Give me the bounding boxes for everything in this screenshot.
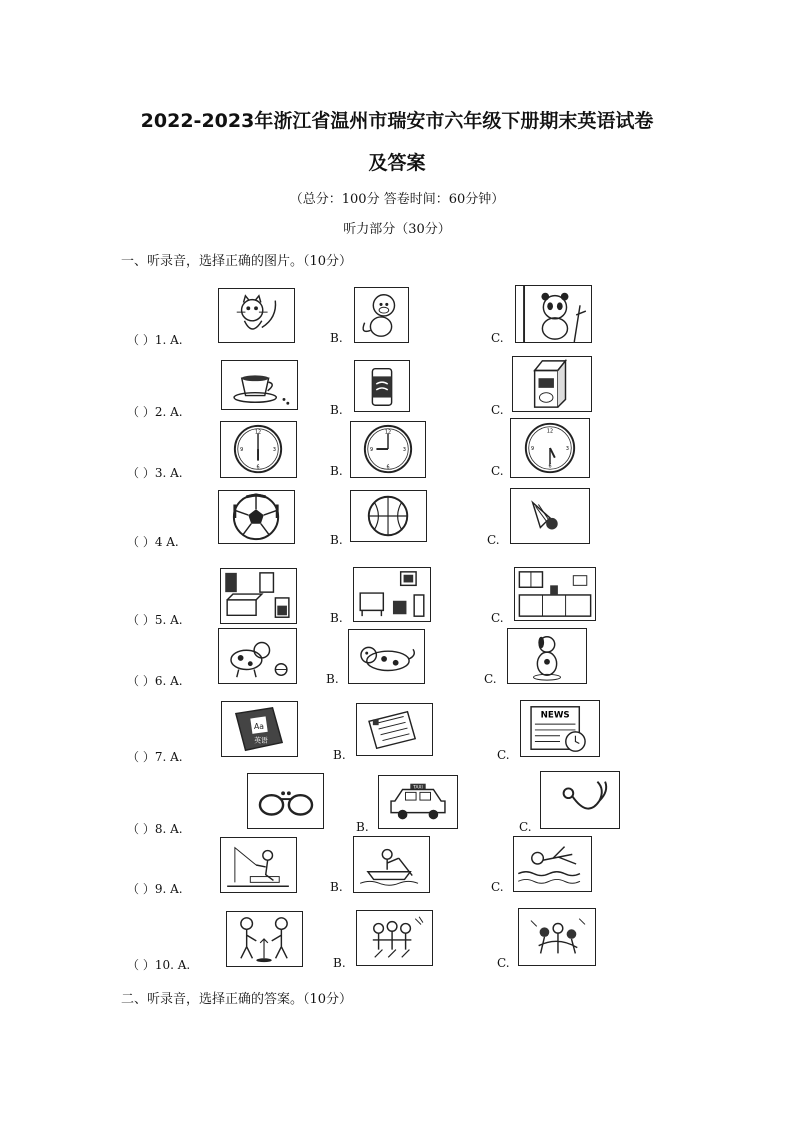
question-8-option-c: C. bbox=[519, 820, 532, 834]
question-8-option-b: B. bbox=[356, 820, 369, 834]
taxi-text: TAXI bbox=[413, 785, 423, 791]
shuttlecock-icon bbox=[510, 488, 590, 544]
svg-text:9: 9 bbox=[240, 447, 244, 453]
monkey-icon bbox=[354, 287, 409, 343]
bedroom-icon bbox=[220, 568, 297, 624]
children-group-icon bbox=[356, 910, 433, 966]
clock-nine-icon bbox=[350, 421, 426, 478]
question-9-option-c: C. bbox=[491, 880, 504, 894]
page-title-line-2: 及答案 bbox=[368, 152, 426, 174]
question-3-option-c: C. bbox=[491, 464, 504, 478]
news-text: NEWS bbox=[540, 710, 570, 721]
boating-icon bbox=[353, 836, 430, 893]
lying-dog-icon bbox=[348, 629, 425, 684]
svg-text:6: 6 bbox=[256, 465, 260, 471]
page-title-line-1: 2022-2023年浙江省温州市瑞安市六年级下册期末英语试卷 bbox=[140, 110, 654, 132]
question-2-option-b: B. bbox=[330, 403, 343, 417]
football-icon bbox=[218, 490, 295, 544]
clock-six-icon bbox=[220, 421, 297, 478]
taxi-icon bbox=[378, 775, 458, 829]
cola-can-icon bbox=[354, 360, 410, 412]
part-label: 听力部分（30分） bbox=[343, 222, 451, 237]
newspaper-icon bbox=[356, 703, 433, 756]
question-5-label: （ ）5. A. bbox=[127, 613, 183, 627]
svg-text:12: 12 bbox=[384, 430, 392, 436]
svg-text:3: 3 bbox=[402, 447, 406, 453]
fishing-icon bbox=[220, 837, 297, 893]
swimming-icon bbox=[513, 836, 592, 892]
sitting-dog-icon bbox=[507, 628, 587, 684]
question-8-label: （ ）8. A. bbox=[127, 822, 183, 836]
svg-text:9: 9 bbox=[531, 446, 535, 452]
dictionary-icon bbox=[221, 701, 298, 757]
section-2-heading: 二、听录音，选择正确的答案。（10分） bbox=[121, 992, 353, 1007]
svg-text:6: 6 bbox=[548, 464, 552, 470]
question-10-option-b: B. bbox=[333, 956, 346, 970]
question-4-option-b: B. bbox=[330, 533, 343, 547]
milk-carton-icon bbox=[512, 356, 592, 412]
svg-text:12: 12 bbox=[546, 429, 554, 435]
question-3-option-b: B. bbox=[330, 464, 343, 478]
question-6-label: （ ）6. A. bbox=[127, 674, 183, 688]
question-3-label: （ ）3. A. bbox=[127, 466, 183, 480]
cat-icon bbox=[218, 288, 295, 343]
question-1-label: （ ）1. A. bbox=[127, 333, 183, 347]
living-room-icon bbox=[353, 567, 431, 622]
exam-info: （总分：100分 答卷时间：60分钟） bbox=[289, 192, 505, 207]
question-2-label: （ ）2. A. bbox=[127, 405, 183, 419]
question-1-option-c: C. bbox=[491, 331, 504, 345]
question-9-option-b: B. bbox=[330, 880, 343, 894]
kitchen-icon bbox=[514, 567, 596, 621]
question-6-option-b: B. bbox=[326, 672, 339, 686]
question-5-option-b: B. bbox=[330, 611, 343, 625]
svg-text:6: 6 bbox=[386, 465, 390, 471]
dog-with-ball-icon bbox=[218, 628, 297, 684]
question-10-label: （ ）10. A. bbox=[127, 958, 191, 972]
coffee-cup-icon bbox=[221, 360, 298, 410]
dictionary-text: 英语 bbox=[254, 736, 268, 745]
question-4-option-c: C. bbox=[487, 533, 500, 547]
question-7-option-c: C. bbox=[497, 748, 510, 762]
svg-text:3: 3 bbox=[565, 446, 569, 452]
stethoscope-icon bbox=[540, 771, 620, 829]
question-5-option-c: C. bbox=[491, 611, 504, 625]
question-7-label: （ ）7. A. bbox=[127, 750, 183, 764]
basketball-icon bbox=[350, 490, 427, 542]
planting-trees-icon bbox=[226, 911, 303, 967]
section-1-heading: 一、听录音，选择正确的图片。（10分） bbox=[121, 254, 353, 269]
question-7-option-b: B. bbox=[333, 748, 346, 762]
playing-game-icon bbox=[518, 908, 596, 966]
question-6-option-c: C. bbox=[484, 672, 497, 686]
clock-five-thirty-icon bbox=[510, 418, 590, 478]
svg-text:9: 9 bbox=[370, 447, 374, 453]
question-1-option-b: B. bbox=[330, 331, 343, 345]
question-9-label: （ ）9. A. bbox=[127, 882, 183, 896]
question-4-label: （ ）4 A. bbox=[127, 535, 179, 549]
panda-icon bbox=[515, 285, 592, 343]
svg-text:3: 3 bbox=[272, 447, 276, 453]
svg-text:12: 12 bbox=[254, 430, 262, 436]
question-10-option-c: C. bbox=[497, 956, 510, 970]
svg-text:Aa: Aa bbox=[254, 722, 265, 731]
question-2-option-c: C. bbox=[491, 403, 504, 417]
handcuffs-icon bbox=[247, 773, 324, 829]
news-magazine-icon bbox=[520, 700, 600, 757]
